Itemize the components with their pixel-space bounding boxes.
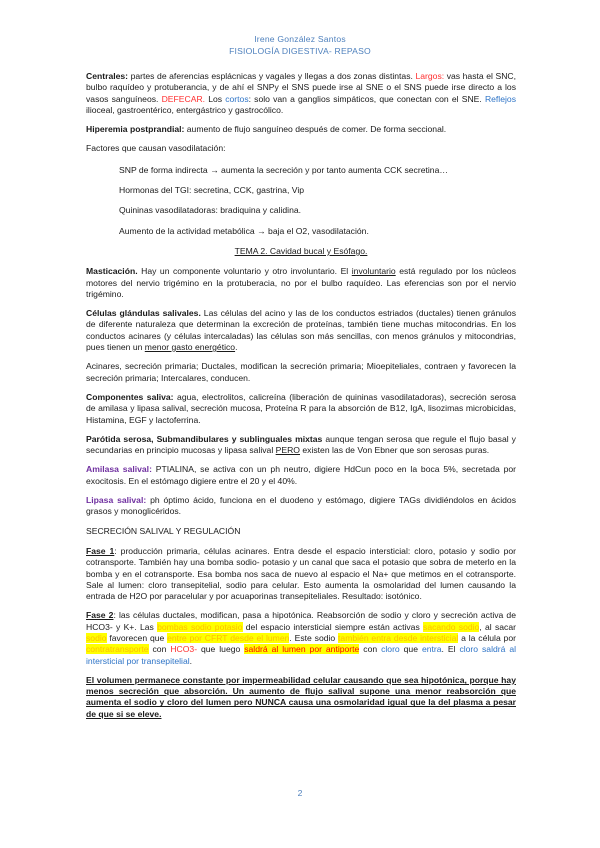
- text: Las células del acino y las de los conductos estriados (ductales) tienen gránulos de diferente naturaleza que determinan la excreción de proteínas, también tiene muchas mitocondrias. En los conductos acinares (y células intercaladas) las células son más sencillas, con menos gránulos y mitocondrias, pues tienen un: [86, 308, 516, 353]
- paragraph-parotida: [86, 434, 516, 457]
- text: Los: [205, 93, 226, 104]
- highlight: bombas sodio potasio: [157, 621, 243, 632]
- text: PTIALINA, se activa con un ph neutro, digiere HdCun poco en la boca 5%, secretada por exocitosis. En el estómago digiere entre el 20 y el 40%.: [86, 464, 516, 486]
- term-entra: entra: [421, 644, 442, 655]
- term-reflejos: Reflejos: [484, 93, 516, 104]
- highlight: sodio: [86, 632, 107, 643]
- term-componentes: Componentes saliva:: [86, 391, 174, 402]
- text: : solo van a ganglios simpáticos, que conectan con el SNE.: [248, 93, 485, 104]
- paragraph-componentes: [86, 392, 516, 426]
- term-defecar: DEFECAR.: [161, 93, 206, 104]
- term-centrales: Centrales:: [86, 71, 129, 81]
- list-item: SNP de forma indirecta → aumenta la secreción y por tanto aumenta CCK secretina…: [119, 164, 448, 175]
- paragraph-centrales: [86, 71, 516, 116]
- text: está regulado por los núcleos motores del nervio trigémino en la protuberacia, no por el bulbo raquídeo. Las eferencias son por el nervio trigémino.: [86, 266, 517, 299]
- term-lipasa: Lipasa salival:: [86, 495, 147, 506]
- term-celulas: Células glándulas salivales.: [86, 308, 201, 319]
- paragraph-fase2: [86, 610, 516, 666]
- section-heading: SECRECIÓN SALIVAL Y REGULACIÓN: [86, 525, 241, 536]
- paragraph-masticacion: [86, 266, 516, 300]
- term-hco3: HCO3-: [170, 644, 198, 655]
- text: . El: [441, 644, 460, 655]
- list-item: Hormonas del TGI: secretina, CCK, gastrina, Vip: [119, 185, 305, 196]
- list-item: Quininas vasodilatadoras: bradiquina y calidina.: [119, 205, 302, 216]
- text: favorecen que: [106, 632, 168, 643]
- text: ilioceal, gastroentérico, entergástrico y gastrocólico.: [86, 104, 284, 115]
- text: Hay un componente voluntario y otro involuntario. El: [137, 266, 352, 277]
- section-title: TEMA 2. Cavidad bucal y Esófago.: [234, 245, 368, 256]
- highlight: también entra desde intersticial: [338, 632, 459, 643]
- term-menor-gasto: menor gasto energético: [144, 342, 236, 353]
- text: : las células ductales, modifican, pasa a hipotónica. Reabsorción de sodio y cloro y secreción activa de HCO3- y K+. Las: [86, 610, 516, 632]
- text: existen las de Von Ebner que son serosas puras.: [300, 445, 490, 456]
- text: partes de aferencias esplácnicas y vagales y llegas a dos zonas distintas.: [128, 71, 416, 81]
- title-wrap: [86, 246, 516, 257]
- text: , al sacar: [479, 621, 516, 632]
- text: agua, electrolitos, calicreína (liberación de quininas vasodilatadoras), secreción serosa de amilasa y lipasa salival, secreción mucosa, Proteína R para la absorción de B12, IgA, lisozimas microbicidas, Histamina, EGF y lactoferrina.: [86, 391, 516, 425]
- term-pero: PERO: [275, 445, 300, 456]
- text: .: [189, 655, 193, 666]
- term-cloro: cloro: [381, 644, 400, 655]
- highlight: entre por CFRT desde el lumen: [167, 632, 290, 643]
- text: .: [235, 342, 238, 353]
- term-fase1: Fase 1: [86, 545, 115, 556]
- text: que luego: [197, 644, 245, 655]
- paragraph-lipasa: [86, 495, 516, 518]
- highlight: contratransporte: [86, 644, 149, 655]
- text: . Este sodio: [289, 632, 339, 643]
- conclusion-text: El volumen permanece constante por impermeabilidad celular causando que sea hipotónica, porque hay menos secreción que absorción. Un aumento de flujo salival supone una menor reabsorción que aumenta el sodio y cloro del lumen pero NUNCA causa una osmolaridad igual que la del plasma a pesar de que si se eleve.: [86, 674, 516, 719]
- text: aunque tengan serosa que regule el flujo basal y secundarias en principio mucosas y lipasa salival: [86, 433, 516, 456]
- paragraph-amilasa: [86, 464, 516, 487]
- term-parotida: Parótida serosa, Submandibulares y sublinguales mixtas: [86, 433, 323, 444]
- paragraph-acinares: Acinares, secreción primaria; Ductales, modifican la secreción primaria; Mioepiteliales, contraen y favorecen la secreción primaria; Intercalares, conducen.: [86, 361, 516, 383]
- header-subject: FISIOLOGÍA DIGESTIVA- REPASO: [229, 46, 371, 56]
- term-involuntario: involuntario: [351, 266, 396, 277]
- term-cortos: cortos: [225, 93, 249, 104]
- text: del espacio intersticial siempre están activas: [242, 621, 424, 632]
- text: aumento de flujo sanguíneo después de comer. De forma seccional.: [184, 124, 447, 135]
- content: [86, 71, 516, 728]
- paragraph-hiperemia: [86, 124, 516, 135]
- term-amilasa: Amilasa salival:: [86, 464, 152, 475]
- text: ph óptimo ácido, funciona en el duodeno y estómago, digiere TAGs dividiéndolos en ácidos grasos y monoglicéridos.: [86, 495, 516, 517]
- paragraph-volumen: [86, 675, 516, 720]
- paragraph-celulas: [86, 308, 516, 353]
- text: : producción primaria, células acinares. Entra desde el espacio intersticial: cloro, potasio y sodio por cotransporte. También hay una bomba sodio- potasio y un canal que saca el potasio que sobra de meterlo en la bomba y en el cotransporte. Esa bomba nos saca de nuevo al espacio el Na+ que metimos en el cotransporte. Sale al lumen: cloro transepitelial, sodio para celular. Esto aumenta la osmolaridad del lumen causando la entrada de H2O por paracelular y por acuaporinas transepiteliales. Resultado: isotónico.: [86, 545, 516, 602]
- term-fase2: Fase 2: [86, 610, 114, 621]
- highlight: sacando sodio: [423, 621, 480, 632]
- paragraph-fase1: [86, 546, 516, 602]
- term-cloro-sale: cloro saldrá al intersticial por transepitelial: [86, 644, 517, 666]
- term-masticacion: Masticación.: [86, 266, 138, 277]
- text: a la célula por: [458, 632, 516, 643]
- paragraph-factores: Factores que causan vasodilatación:: [86, 143, 226, 154]
- highlight: saldrá al lumen por antiporte: [244, 644, 360, 655]
- text: que: [399, 644, 422, 655]
- page-number: 2: [297, 788, 303, 798]
- term-largos: Largos:: [415, 71, 445, 81]
- list-item: Aumento de la actividad metabólica → baja el O2, vasodilatación.: [119, 225, 369, 236]
- text: con: [359, 644, 382, 655]
- term-hiperemia: Hiperemia postprandial:: [86, 124, 185, 135]
- text: vas hasta el SNC, bulbo raquídeo y protuberancia, y de ahí el SNPy el SNS puede irse al SNE o el SNS puede irse directo a los vasos sanguíneos.: [86, 71, 516, 104]
- text: con: [148, 644, 171, 655]
- header-author: Irene González Santos: [254, 34, 346, 44]
